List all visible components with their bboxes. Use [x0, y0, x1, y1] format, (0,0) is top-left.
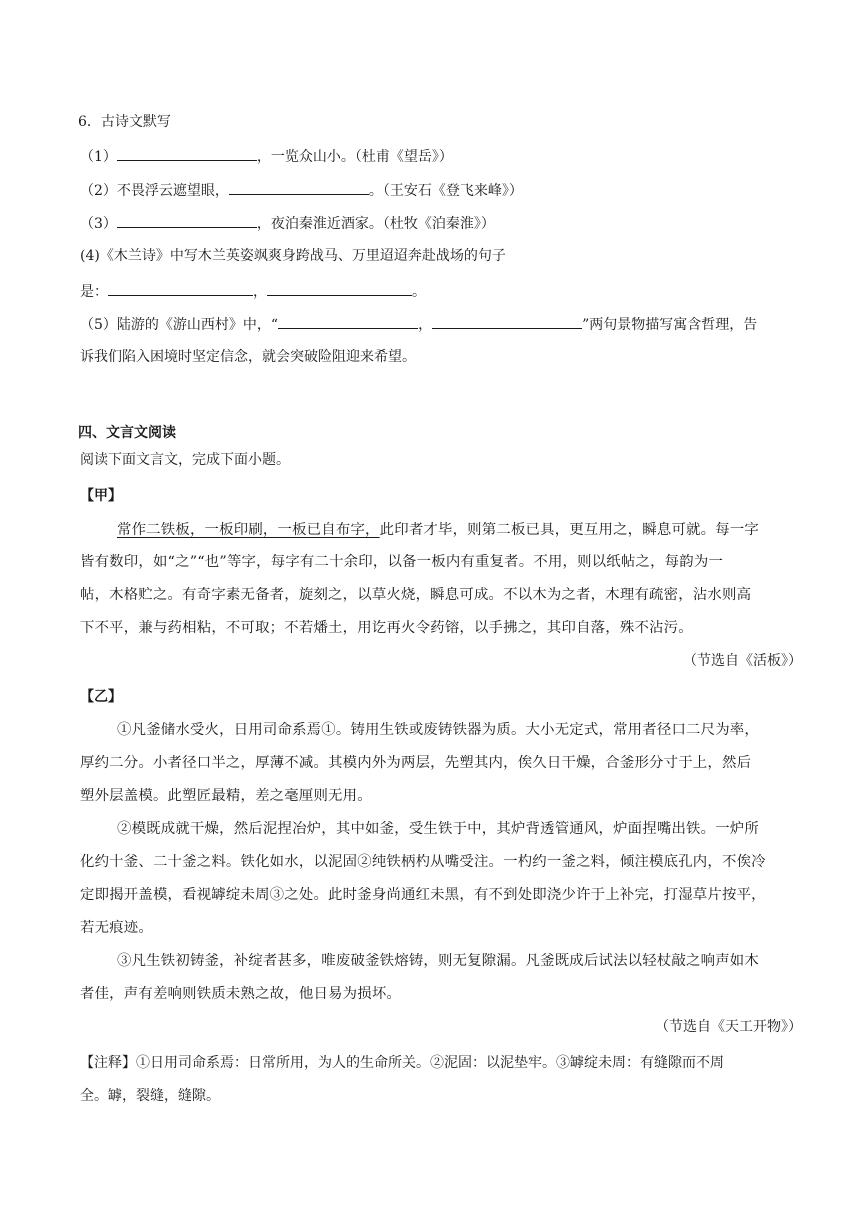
passage-jia-source: （节选自《活板》）: [683, 653, 802, 669]
question-6-item-4-line1: (4)《木兰诗》中写木兰英姿飒爽身跨战马、万里迢迢奔赴战场的句子: [80, 248, 506, 264]
notes-line-1: 【注释】①日用司命系焉：日常所用，为人的生命所关。②泥固：以泥垫牢。③罅绽未周：有缝隙而不周: [80, 1055, 724, 1071]
question-6-item-4-line2: 是： ， 。: [80, 281, 426, 301]
question-6-title: 6．古诗文默写: [78, 114, 171, 130]
section-4-instruction: 阅读下面文言文，完成下面小题。: [80, 452, 290, 468]
answer-blank[interactable]: [432, 314, 582, 329]
answer-blank[interactable]: [267, 281, 412, 296]
passage-yi-p3-line-1: ③凡生铁初铸釜，补绽者甚多，唯废破釜铁熔铸，则无复隙漏。凡釜既成后试法以轻杖敲之响声如木: [117, 953, 759, 969]
passage-yi-source: （节选自《天工开物》）: [655, 1019, 802, 1035]
section-4-title: 四、文言文阅读: [78, 425, 176, 441]
answer-blank[interactable]: [117, 146, 257, 161]
question-6-item-3: （3） ，夜泊秦淮近酒家。（杜牧《泊秦淮》）: [80, 213, 495, 233]
passage-yi-p2-line-4: 若无痕迹。: [80, 920, 153, 936]
passage-jia-line-1: 常作二铁板，一板印刷，一板已自布字，此印者才毕，则第二板已具，更互用之，瞬息可就。每一字: [117, 522, 759, 538]
answer-blank[interactable]: [117, 213, 257, 228]
passage-yi-p1-line-3: 塑外层盖模。此塑匠最精，差之毫厘则无用。: [80, 788, 372, 804]
passage-jia-line-2: 皆有数印，如“之”“也”等字，每字有二十余印，以备一板内有重复者。不用，则以纸帖之，每韵为一: [80, 554, 724, 570]
passage-yi-p1-line-2: 厚约二分。小者径口半之，厚薄不减。其模内外为两层，先塑其内，俟久日干燥，合釜形分寸于上，然后: [80, 755, 752, 771]
answer-blank[interactable]: [278, 314, 418, 329]
underlined-sentence: 常作二铁板，一板印刷，一板已自布字，: [117, 522, 380, 538]
passage-jia-label: 【甲】: [80, 488, 122, 504]
passage-yi-p1-line-1: ①凡釜储水受火，日用司命系焉①。铸用生铁或废铸铁器为质。大小无定式，常用者径口二尺为率，: [117, 722, 759, 738]
passage-yi-label: 【乙】: [80, 689, 122, 705]
question-6-item-5-line1: （5）陆游的《游山西村》中，“ ， ”两句景物描写寓含哲理，告: [80, 314, 757, 334]
answer-blank[interactable]: [229, 180, 369, 195]
passage-jia-line-3: 帖，木格贮之。有奇字素无备者，旋刻之，以草火烧，瞬息可成。不以木为之者，木理有疏密，沾水则高: [80, 587, 752, 603]
question-6-item-1: （1） ，一览众山小。（杜甫《望岳》）: [80, 146, 453, 166]
answer-blank[interactable]: [108, 281, 253, 296]
notes-line-2: 全。罅，裂缝，缝隙。: [80, 1088, 220, 1104]
passage-yi-p2-line-2: 化约十釜、二十釜之料。铁化如水，以泥固②纯铁柄杓从嘴受注。一杓约一釜之料，倾注模底孔内，不俟冷: [80, 854, 766, 870]
question-6-item-2: （2）不畏浮云遮望眼， 。（王安石《登飞来峰》）: [80, 180, 523, 200]
passage-jia-line-4: 下不平，兼与药相粘，不可取；不若燔土，用讫再火令药镕，以手拂之，其印自落，殊不沾污。: [80, 620, 693, 636]
passage-yi-p2-line-3: 定即揭开盖模，看视罅绽未周③之处。此时釜身尚通红未黑，有不到处即浇少许于上补完，打湿草片按平，: [80, 887, 766, 903]
passage-yi-p3-line-2: 者佳，声有差响则铁质未熟之故，他日易为损坏。: [80, 986, 401, 1002]
passage-yi-p2-line-1: ②模既成就干燥，然后泥捏冶炉，其中如釜，受生铁于中，其炉背透管通风，炉面捏嘴出铁。一炉所: [117, 821, 759, 837]
question-6-item-5-line2: 诉我们陷入困境时坚定信念，就会突破险阻迎来希望。: [80, 349, 416, 365]
